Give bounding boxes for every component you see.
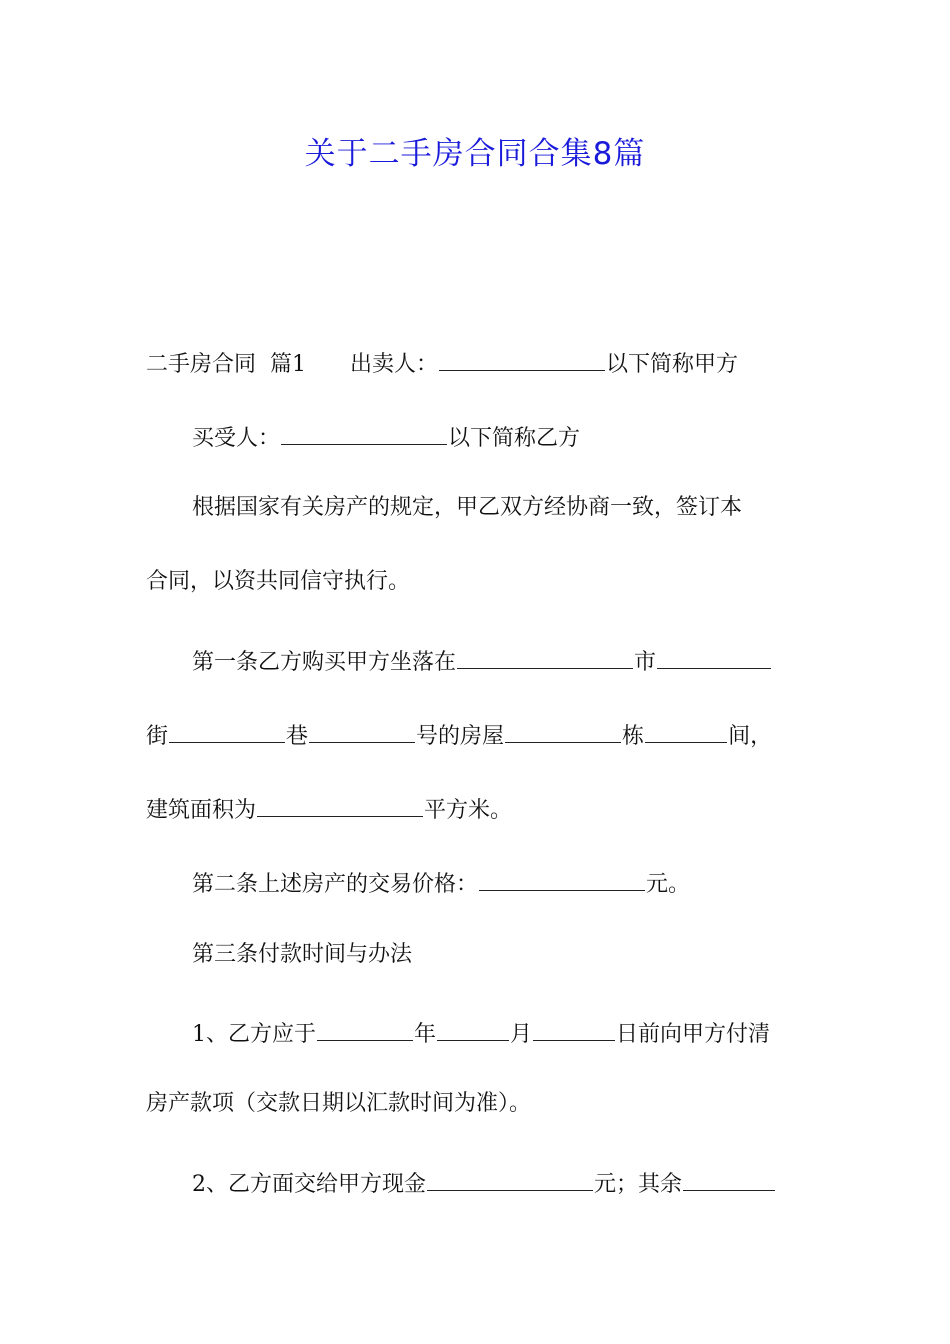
remainder-blank[interactable]	[683, 1160, 775, 1191]
paragraph-line: 根据国家有关房产的规定，甲乙双方经协商一致，签订本	[192, 495, 743, 520]
paragraph-line: 合同，以资共同信守执行。	[146, 569, 411, 594]
price-line	[146, 860, 816, 900]
address-line	[146, 712, 816, 752]
location-blank[interactable]	[457, 638, 633, 669]
cash-remainder-text: 元；其余	[594, 1172, 683, 1197]
buyer-alias-text: 以下简称乙方	[448, 426, 581, 451]
street-text: 街	[146, 724, 169, 749]
payment-date-label: 1、乙方应于	[192, 1022, 316, 1047]
contract-heading-number: 篇1	[270, 352, 307, 377]
seller-name-blank[interactable]	[439, 340, 605, 371]
city-text: 市	[634, 650, 657, 675]
article-one-line	[146, 638, 816, 678]
cash-amount-blank[interactable]	[427, 1160, 593, 1191]
month-text: 月	[510, 1022, 533, 1047]
price-blank[interactable]	[479, 860, 645, 891]
year-blank[interactable]	[317, 1010, 413, 1041]
article-three-line: 第三条付款时间与办法	[192, 942, 413, 967]
area-unit-text: 平方米。	[424, 798, 513, 823]
seller-label: 出卖人：	[350, 352, 439, 377]
building-text: 栋	[622, 724, 645, 749]
buyer-label: 买受人：	[192, 426, 281, 451]
cash-payment-label: 2、乙方面交给甲方现金	[192, 1172, 426, 1197]
contract-heading-label: 二手房合同	[146, 352, 257, 377]
article-one-text: 第一条乙方购买甲方坐落在	[192, 650, 457, 675]
price-unit-text: 元。	[646, 872, 691, 897]
document-title: 关于二手房合同合集8篇	[304, 136, 646, 172]
area-blank[interactable]	[257, 786, 423, 817]
year-text: 年	[414, 1022, 437, 1047]
paragraph-line: 房产款项（交款日期以汇款时间为准）。	[146, 1091, 532, 1116]
lane-text: 巷	[286, 724, 309, 749]
area-line	[146, 786, 816, 826]
seller-alias-text: 以下简称甲方	[606, 352, 739, 377]
payment-date-tail-text: 日前向甲方付清	[616, 1022, 771, 1047]
room-blank[interactable]	[645, 712, 727, 743]
building-blank[interactable]	[505, 712, 621, 743]
lane-blank[interactable]	[309, 712, 415, 743]
contract-heading-line	[146, 340, 816, 380]
payment-date-line	[146, 1010, 816, 1050]
buyer-name-blank[interactable]	[281, 414, 447, 445]
city-blank[interactable]	[657, 638, 771, 669]
buyer-line	[146, 414, 816, 454]
price-label: 第二条上述房产的交易价格：	[192, 872, 479, 897]
day-blank[interactable]	[533, 1010, 615, 1041]
room-text: 间，	[728, 724, 773, 749]
month-blank[interactable]	[437, 1010, 509, 1041]
house-number-text: 号的房屋	[416, 724, 505, 749]
cash-payment-line	[146, 1160, 816, 1200]
street-blank[interactable]	[169, 712, 285, 743]
area-label: 建筑面积为	[146, 798, 257, 823]
